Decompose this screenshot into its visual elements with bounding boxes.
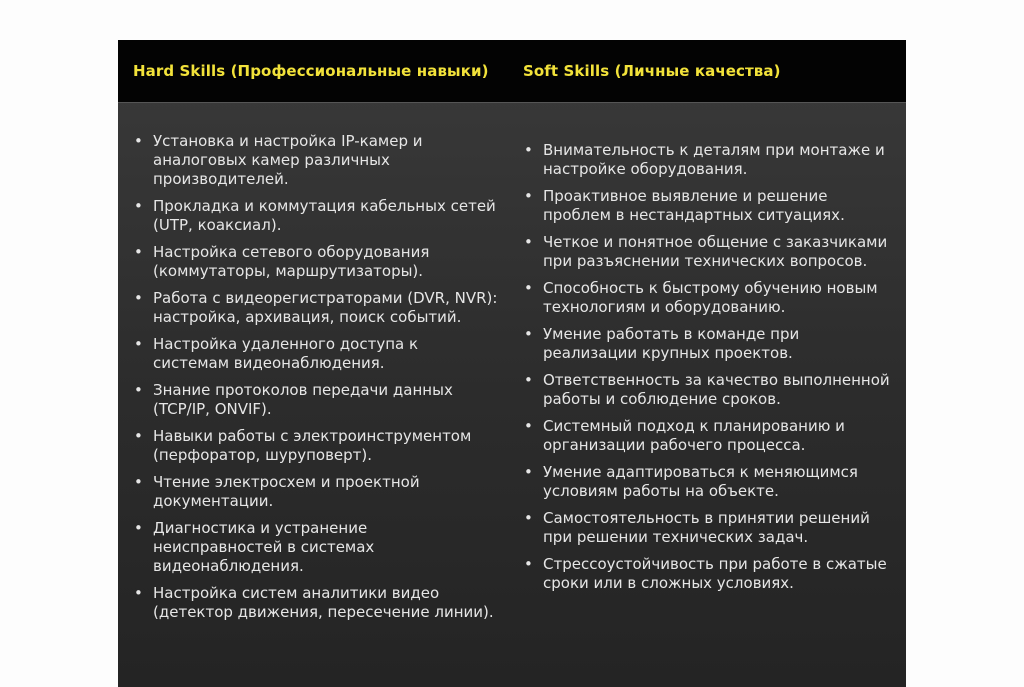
hard-skill-item: • Настройка систем аналитики видео (детектор движения, пересечение линии). bbox=[118, 584, 508, 622]
skills-table bbox=[118, 40, 906, 687]
soft-skill-item: • Умение работать в команде при реализации крупных проектов. bbox=[508, 325, 906, 363]
table-header bbox=[118, 40, 906, 103]
hard-skill-item: • Работа с видеорегистраторами (DVR, NVR): настройка, архивация, поиск событий. bbox=[118, 289, 508, 327]
hard-skill-item: • Чтение электросхем и проектной документации. bbox=[118, 473, 508, 511]
table-body bbox=[118, 103, 906, 630]
soft-skill-item: • Четкое и понятное общение с заказчиками при разъяснении технических вопросов. bbox=[508, 233, 906, 271]
hard-skill-item: • Прокладка и коммутация кабельных сетей (UTP, коаксиал). bbox=[118, 197, 508, 235]
soft-skill-item: • Стрессоустойчивость при работе в сжатые сроки или в сложных условиях. bbox=[508, 555, 906, 593]
hard-skills-column bbox=[118, 103, 508, 630]
hard-skill-item: • Знание протоколов передачи данных (TCP/IP, ONVIF). bbox=[118, 381, 508, 419]
hard-skills-list bbox=[118, 132, 508, 622]
soft-skill-item: • Проактивное выявление и решение проблем в нестандартных ситуациях. bbox=[508, 187, 906, 225]
soft-skill-item: • Способность к быстрому обучению новым технологиям и оборудованию. bbox=[508, 279, 906, 317]
soft-skills-list bbox=[508, 141, 906, 593]
soft-skill-item: • Умение адаптироваться к меняющимся условиям работы на объекте. bbox=[508, 463, 906, 501]
soft-skill-item: • Внимательность к деталям при монтаже и настройке оборудования. bbox=[508, 141, 906, 179]
soft-skills-header: Soft Skills (Личные качества) bbox=[523, 61, 781, 80]
hard-skills-header: Hard Skills (Профессиональные навыки) bbox=[133, 61, 489, 80]
soft-skill-item: • Ответственность за качество выполненной работы и соблюдение сроков. bbox=[508, 371, 906, 409]
hard-skill-item: • Настройка сетевого оборудования (коммутаторы, маршрутизаторы). bbox=[118, 243, 508, 281]
hard-skill-item: • Диагностика и устранение неисправностей в системах видеонаблюдения. bbox=[118, 519, 508, 576]
soft-skill-item: • Системный подход к планированию и организации рабочего процесса. bbox=[508, 417, 906, 455]
soft-skills-column bbox=[508, 103, 906, 630]
soft-skill-item: • Самостоятельность в принятии решений при решении технических задач. bbox=[508, 509, 906, 547]
hard-skill-item: • Установка и настройка IP-камер и аналоговых камер различных производителей. bbox=[118, 132, 508, 189]
hard-skill-item: • Навыки работы с электроинструментом (перфоратор, шуруповерт). bbox=[118, 427, 508, 465]
hard-skill-item: • Настройка удаленного доступа к системам видеонаблюдения. bbox=[118, 335, 508, 373]
